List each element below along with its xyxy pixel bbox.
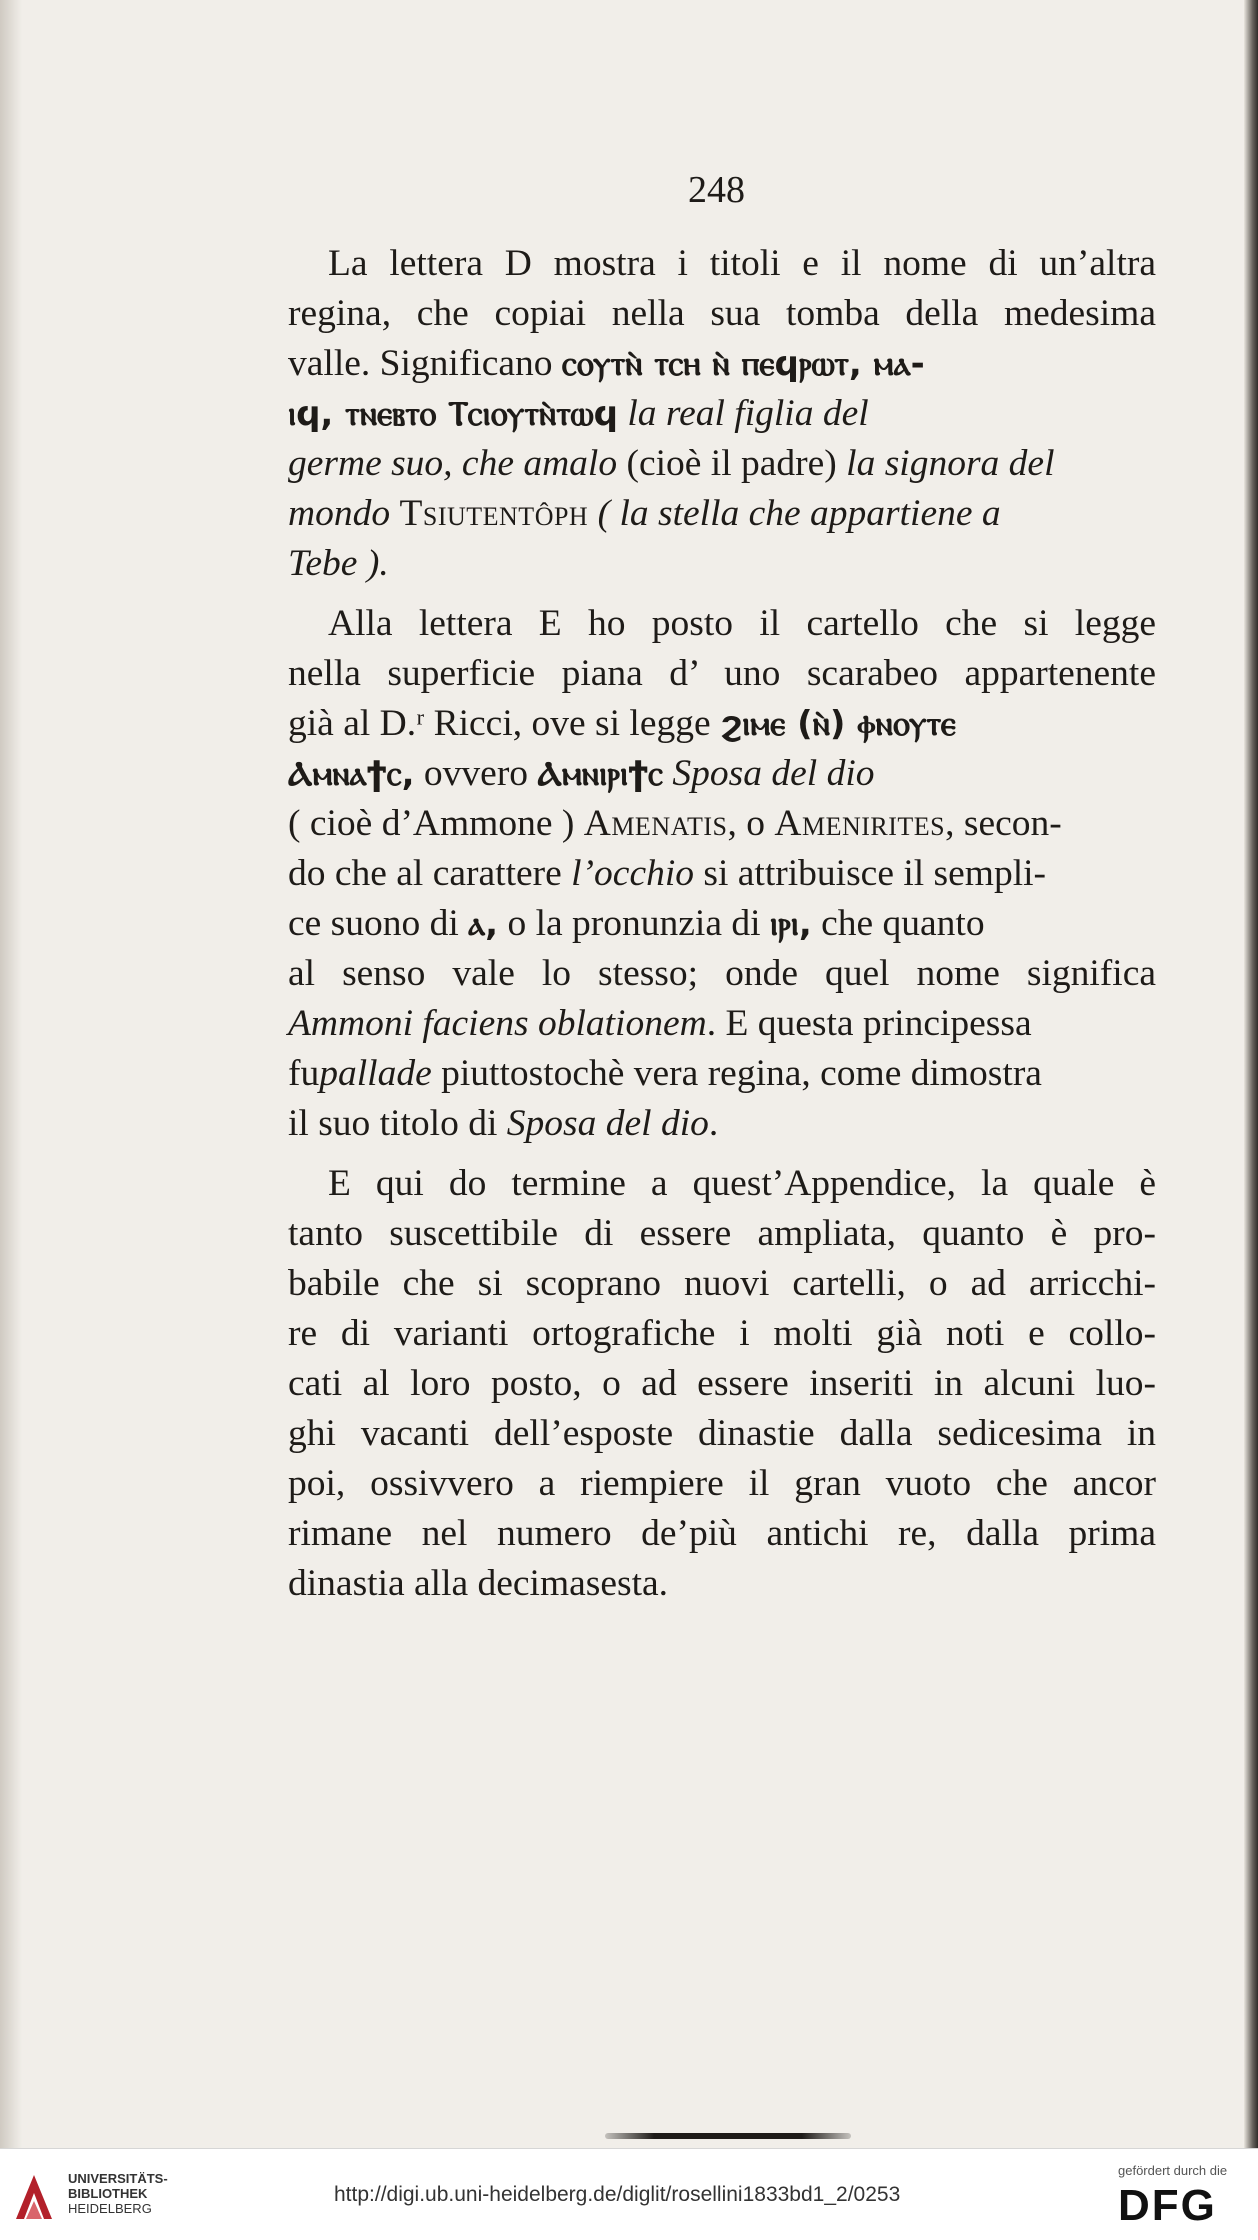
- coptic-text: Ⲁⲙⲛⲁϯⲥ,: [288, 754, 415, 794]
- text-line: do che al carattere l’occhio si attribuisce il sempli-: [288, 853, 1047, 894]
- text-line: ce suono di ⲁ, o la pronunzia di ⲓⲣⲓ, che quanto: [288, 903, 985, 944]
- page-number: 248: [688, 169, 745, 211]
- text-line: cati al loro posto, o ad essere inseriti in alcuni luo-: [288, 1363, 1156, 1404]
- text-line: germe suo, che amalo (cioè il padre) la signora del: [288, 443, 1055, 484]
- text-line: E qui do termine a quest’Appendice, la quale è: [328, 1163, 1156, 1204]
- coptic-text: ⲓⲣⲓ,: [769, 904, 812, 944]
- text-line: mondo Tsiutentôph ( la stella che appartiene a: [288, 493, 1001, 534]
- library-name: UNIVERSITÄTS- BIBLIOTHEK HEIDELBERG: [68, 2171, 168, 2216]
- dfg-logo: DFG: [1118, 2181, 1217, 2230]
- page-edge: [1244, 0, 1258, 2148]
- text-line: al senso vale lo stesso; onde quel nome significa: [288, 953, 1156, 994]
- text-line: ⲓϥ, ⲧⲛⲉⲃⲧⲟ Ⲧⲥⲓⲟⲩⲧⲛ̀ⲧⲱϥ la real figlia del: [288, 393, 869, 434]
- text-line: nella superficie piana d’ uno scarabeo appartenente: [288, 653, 1156, 694]
- permalink-url[interactable]: http://digi.ub.uni-heidelberg.de/diglit/rosellini1833bd1_2/0253: [334, 2183, 901, 2206]
- text-line: regina, che copiai nella sua tomba della medesima: [288, 293, 1156, 334]
- text-line: Alla lettera E ho posto il cartello che si legge: [328, 603, 1156, 644]
- text-line: babile che si scoprano nuovi cartelli, o ad arricchi-: [288, 1263, 1156, 1304]
- text-line: La lettera D mostra i titoli e il nome di un’altra: [328, 243, 1156, 284]
- coptic-text: ⲁ,: [468, 904, 499, 944]
- text-line: fupallade piuttostochè vera regina, come dimostra: [288, 1053, 1042, 1094]
- text-line: rimane nel numero de’più antichi re, dalla prima: [288, 1513, 1156, 1554]
- text-line: valle. Significano ⲥⲟⲩⲧⲛ̀ ⲧⲥⲏ ⲛ̀ ⲡⲉϥⲣⲱⲧ, ⲙⲁ-: [288, 343, 925, 384]
- text-line: Tebe ).: [288, 543, 389, 584]
- footer-bar: [0, 2148, 1258, 2240]
- page-gutter-shadow: [0, 0, 22, 2148]
- text-line: poi, ossivvero a riempiere il gran vuoto che ancor: [288, 1463, 1156, 1504]
- coptic-text: ⲓϥ, ⲧⲛⲉⲃⲧⲟ Ⲧⲥⲓⲟⲩⲧⲛ̀ⲧⲱϥ: [288, 394, 618, 434]
- text-line: già al D.ʳ Ricci, ove si legge ϩⲓⲙⲉ (ⲛ̀) ⲫⲛⲟⲩⲧⲉ: [288, 703, 956, 744]
- text-line: Ammoni faciens oblationem. E questa principessa: [288, 1003, 1032, 1044]
- university-library-logo-icon: [12, 2167, 56, 2225]
- coptic-text: ⲥⲟⲩⲧⲛ̀ ⲧⲥⲏ ⲛ̀ ⲡⲉϥⲣⲱⲧ, ⲙⲁ-: [561, 344, 925, 384]
- coptic-text: Ⲁⲙⲛⲓⲣⲓϯⲥ: [537, 754, 664, 794]
- coptic-text: ϩⲓⲙⲉ (ⲛ̀) ⲫⲛⲟⲩⲧⲉ: [719, 704, 956, 744]
- text-line: ghi vacanti dell’esposte dinastie dalla sedicesima in: [288, 1413, 1156, 1454]
- dfg-caption: gefördert durch die: [1118, 2163, 1228, 2178]
- text-line: dinastia alla decimasesta.: [288, 1563, 669, 1604]
- text-line: re di varianti ortografiche i molti già noti e collo-: [288, 1313, 1156, 1354]
- text-line: Ⲁⲙⲛⲁϯⲥ, ovvero Ⲁⲙⲛⲓⲣⲓϯⲥ Sposa del dio: [288, 753, 875, 794]
- text-line: ( cioè d’Ammone ) Amenatis, o Amenirites, secon-: [288, 803, 1062, 844]
- text-line: tanto suscettibile di essere ampliata, quanto è pro-: [288, 1213, 1156, 1254]
- end-rule-divider: [605, 2133, 851, 2139]
- text-line: il suo titolo di Sposa del dio.: [288, 1103, 719, 1144]
